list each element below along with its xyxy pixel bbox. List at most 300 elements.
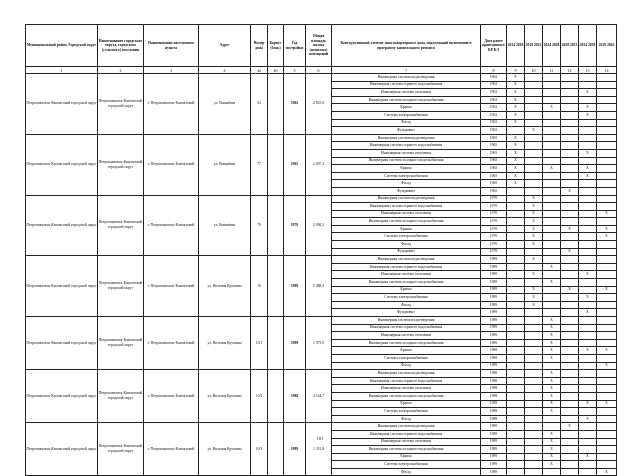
corpus-cell — [268, 317, 284, 370]
element-cell: Крыша — [332, 453, 481, 461]
element-cell: Инженерная система отопления — [332, 438, 481, 446]
period-mark-cell — [579, 461, 597, 469]
column-number: 7 — [332, 67, 481, 74]
column-number: 10 — [525, 67, 543, 74]
period-mark-cell — [597, 415, 617, 423]
element-cell: Инженерная система водоотведения — [332, 370, 481, 378]
build-year-cell: 1962 — [284, 74, 306, 135]
period-mark-cell: X — [597, 362, 617, 370]
period-mark-cell — [525, 104, 543, 112]
period-mark-cell — [579, 339, 597, 347]
period-mark-cell: X — [525, 203, 543, 211]
period-mark-cell — [597, 294, 617, 302]
period-mark-cell — [561, 446, 579, 454]
period-mark-cell — [525, 263, 543, 271]
period-mark-cell — [561, 309, 579, 317]
repair-date-cell: 1962 — [481, 127, 507, 135]
period-mark-cell — [597, 332, 617, 340]
repair-date-cell: 1989 — [481, 347, 507, 355]
period-mark-cell — [525, 248, 543, 256]
period-mark-cell — [579, 423, 597, 431]
period-mark-cell — [543, 248, 561, 256]
address-cell: ул. Виталия Кручины — [199, 256, 251, 317]
period-mark-cell: X — [579, 415, 597, 423]
period-mark-cell — [597, 127, 617, 135]
period-mark-cell — [561, 111, 579, 119]
column-header: Корпус (блок) — [268, 25, 284, 67]
period-mark-cell — [525, 362, 543, 370]
element-cell: Инженерная система водоотведения — [332, 74, 481, 82]
build-year-cell: 1965 — [284, 134, 306, 195]
period-mark-cell — [507, 453, 525, 461]
period-mark-cell — [561, 461, 579, 469]
period-mark-cell — [543, 233, 561, 241]
element-cell: Система электроснабжения — [332, 111, 481, 119]
period-mark-cell — [597, 195, 617, 203]
period-mark-cell: X — [507, 119, 525, 127]
repair-date-cell: 1988 — [481, 392, 507, 400]
period-mark-cell — [543, 256, 561, 264]
period-mark-cell — [561, 347, 579, 355]
period-mark-cell — [507, 400, 525, 408]
period-mark-cell — [561, 233, 579, 241]
period-mark-cell — [525, 81, 543, 89]
build-year-cell: 1989 — [284, 317, 306, 370]
period-mark-cell — [597, 142, 617, 150]
period-mark-cell: X — [579, 111, 597, 119]
column-header: Адрес — [199, 25, 251, 67]
period-mark-cell — [579, 233, 597, 241]
settlement-cell: Петропавловск-Камчатский городской округ — [98, 423, 144, 476]
period-mark-cell: X — [543, 438, 561, 446]
repair-date-cell: 1989 — [481, 294, 507, 302]
repair-date-cell: 1962 — [481, 104, 507, 112]
element-cell: Инженерная система холодного водоснабжения — [332, 392, 481, 400]
period-mark-cell — [543, 89, 561, 97]
period-mark-cell — [525, 468, 543, 476]
period-mark-cell: X — [597, 286, 617, 294]
period-mark-cell — [561, 195, 579, 203]
period-mark-cell — [525, 446, 543, 454]
period-mark-cell — [525, 408, 543, 416]
period-mark-cell — [561, 104, 579, 112]
period-mark-cell — [507, 317, 525, 325]
element-cell: Система электроснабжения — [332, 172, 481, 180]
period-mark-cell — [525, 279, 543, 287]
column-header: Конструктивный элемент многоквартирного дома, подлежащий включению в программу капитального ремонта — [332, 25, 481, 67]
table-row — [26, 317, 617, 325]
period-mark-cell: X — [579, 400, 597, 408]
period-mark-cell — [525, 187, 543, 195]
period-mark-cell — [543, 423, 561, 431]
period-mark-cell — [507, 301, 525, 309]
period-mark-cell: X — [543, 377, 561, 385]
period-mark-cell — [543, 309, 561, 317]
period-mark-cell — [507, 210, 525, 218]
table-row — [26, 423, 617, 431]
address-cell: ул. Виталия Кручины — [199, 370, 251, 423]
period-mark-cell — [525, 142, 543, 150]
element-cell: Фасад — [332, 362, 481, 370]
area-cell: 2 407,3 — [306, 134, 332, 195]
period-mark-cell — [507, 256, 525, 264]
period-mark-cell: X — [507, 74, 525, 82]
period-mark-cell — [543, 301, 561, 309]
period-mark-cell — [579, 119, 597, 127]
period-mark-cell — [543, 127, 561, 135]
build-year-cell: 1970 — [284, 195, 306, 256]
build-year-cell: 1989 — [284, 423, 306, 476]
period-mark-cell — [543, 74, 561, 82]
element-cell: Инженерная система холодного водоснабжения — [332, 279, 481, 287]
element-cell: Инженерная система водоотведения — [332, 317, 481, 325]
element-cell: Фасад — [332, 119, 481, 127]
period-mark-cell — [561, 408, 579, 416]
period-mark-cell — [543, 225, 561, 233]
element-cell: Крыша — [332, 286, 481, 294]
settlement-cell: Петропавловск-Камчатский городской округ — [98, 317, 144, 370]
settlement-cell: Петропавловск-Камчатский городской округ — [98, 134, 144, 195]
period-mark-cell — [597, 271, 617, 279]
repair-date-cell: 1965 — [481, 165, 507, 173]
period-mark-cell: X — [597, 225, 617, 233]
period-mark-cell: X — [525, 256, 543, 264]
period-mark-cell — [561, 385, 579, 393]
period-mark-cell — [561, 392, 579, 400]
locality-cell: г. Петропавловск-Камчатский — [144, 370, 199, 423]
period-mark-cell — [525, 309, 543, 317]
period-mark-cell — [507, 225, 525, 233]
period-mark-cell — [597, 377, 617, 385]
period-mark-cell — [543, 149, 561, 157]
period-mark-cell: X — [507, 165, 525, 173]
column-number: 4а — [251, 67, 268, 74]
repair-date-cell: 1965 — [481, 149, 507, 157]
area-cell: 1 331,8 — [306, 423, 332, 476]
district-cell: Петропавловск-Камчатский городской округ — [26, 134, 98, 195]
period-mark-cell: X — [525, 225, 543, 233]
element-cell: Крыша — [332, 400, 481, 408]
period-mark-cell — [561, 370, 579, 378]
period-mark-cell — [543, 468, 561, 476]
period-mark-cell — [597, 392, 617, 400]
period-mark-cell — [579, 81, 597, 89]
house-number-cell: 10/2 — [251, 370, 268, 423]
period-mark-cell — [507, 347, 525, 355]
table-row — [26, 74, 617, 82]
period-mark-cell — [507, 339, 525, 347]
period-mark-cell: X — [507, 96, 525, 104]
repair-date-cell: 1970 — [481, 210, 507, 218]
period-mark-cell — [507, 248, 525, 256]
repair-date-cell: 1970 — [481, 218, 507, 226]
repair-date-cell: 1988 — [481, 415, 507, 423]
period-mark-cell — [579, 370, 597, 378]
repair-date-cell: 1965 — [481, 180, 507, 188]
period-mark-cell — [507, 423, 525, 431]
column-number: 6 — [306, 67, 332, 74]
element-cell: Крыша — [332, 347, 481, 355]
settlement-cell: Петропавловск-Камчатский городской округ — [98, 195, 144, 256]
address-cell: ул. Вишнёвая — [199, 74, 251, 135]
document-sheet — [25, 24, 616, 476]
period-mark-cell — [561, 81, 579, 89]
repair-date-cell: 1962 — [481, 96, 507, 104]
period-mark-cell — [597, 241, 617, 249]
period-mark-cell — [543, 294, 561, 302]
period-mark-cell: X — [525, 210, 543, 218]
element-cell: Инженерная система холодного водоснабжения — [332, 96, 481, 104]
period-mark-cell — [579, 362, 597, 370]
period-mark-cell — [579, 187, 597, 195]
period-mark-cell — [561, 74, 579, 82]
period-mark-cell — [561, 218, 579, 226]
period-mark-cell — [579, 195, 597, 203]
repair-date-cell: 1988 — [481, 377, 507, 385]
period-mark-cell — [561, 157, 579, 165]
period-mark-cell: X — [597, 347, 617, 355]
table-row — [26, 256, 617, 264]
period-mark-cell — [579, 218, 597, 226]
period-mark-cell — [597, 74, 617, 82]
period-mark-cell — [561, 294, 579, 302]
area-cell: 2 030,5 — [306, 195, 332, 256]
house-number-cell: 77 — [251, 134, 268, 195]
element-cell: Система электроснабжения — [332, 461, 481, 469]
element-cell: Крыша — [332, 104, 481, 112]
period-mark-cell: X — [507, 149, 525, 157]
element-cell: Инженерная система холодного водоснабжения — [332, 157, 481, 165]
district-cell: Петропавловск-Камчатский городской округ — [26, 74, 98, 135]
period-mark-cell — [561, 271, 579, 279]
period-mark-cell — [507, 187, 525, 195]
period-mark-cell — [597, 111, 617, 119]
period-mark-cell: X — [543, 392, 561, 400]
column-header: 2014 2018 — [507, 25, 525, 67]
period-mark-cell — [579, 377, 597, 385]
element-cell: Крыша — [332, 225, 481, 233]
period-mark-cell — [525, 149, 543, 157]
column-number: 13 — [579, 67, 597, 74]
period-mark-cell — [597, 408, 617, 416]
period-mark-cell: X — [543, 400, 561, 408]
element-cell: Инженерная система горячего водоснабжения — [332, 203, 481, 211]
period-mark-cell — [507, 218, 525, 226]
period-mark-cell: X — [597, 400, 617, 408]
district-cell: Петропавловск-Камчатский городской округ — [26, 423, 98, 476]
table-body — [26, 74, 617, 476]
repair-date-cell: 1989 — [481, 446, 507, 454]
locality-cell: г. Петропавловск-Камчатский — [144, 256, 199, 317]
period-mark-cell — [543, 172, 561, 180]
period-mark-cell — [579, 225, 597, 233]
column-number: 12 — [561, 67, 579, 74]
period-mark-cell — [561, 453, 579, 461]
period-mark-cell — [525, 165, 543, 173]
period-mark-cell — [507, 195, 525, 203]
element-cell: Инженерная система горячего водоснабжения — [332, 324, 481, 332]
area-cell: 2 815,0 — [306, 74, 332, 135]
house-number-cell: 10/3 — [251, 423, 268, 476]
house-number-cell: 10 — [251, 256, 268, 317]
column-header: 2029 2033 — [561, 25, 579, 67]
period-mark-cell — [561, 119, 579, 127]
period-mark-cell: X — [525, 218, 543, 226]
locality-cell: г. Петропавловск-Камчатский — [144, 134, 199, 195]
period-mark-cell — [597, 301, 617, 309]
repair-date-cell: 1989 — [481, 438, 507, 446]
period-mark-cell — [579, 324, 597, 332]
element-cell: Инженерная система горячего водоснабжения — [332, 81, 481, 89]
house-number-cell: 79 — [251, 195, 268, 256]
period-mark-cell — [561, 142, 579, 150]
element-cell: Фундамент — [332, 187, 481, 195]
period-mark-cell — [561, 339, 579, 347]
period-mark-cell — [579, 279, 597, 287]
column-header: Наименование населенного пункта — [144, 25, 199, 67]
repair-date-cell: 1989 — [481, 354, 507, 362]
repair-date-cell: 1962 — [481, 111, 507, 119]
period-mark-cell: X — [525, 301, 543, 309]
period-mark-cell — [543, 241, 561, 249]
period-mark-cell: X — [507, 172, 525, 180]
column-header: 2039 2043 — [597, 25, 617, 67]
period-mark-cell — [579, 446, 597, 454]
repair-date-cell: 1989 — [481, 430, 507, 438]
period-mark-cell: X — [543, 332, 561, 340]
period-mark-cell — [597, 89, 617, 97]
period-mark-cell — [597, 157, 617, 165]
period-mark-cell — [507, 332, 525, 340]
period-mark-cell: X — [507, 111, 525, 119]
period-mark-cell: X — [561, 187, 579, 195]
column-number: 2 — [98, 67, 144, 74]
column-header: Наименование городского округа, городского (сельского) поселения — [98, 25, 144, 67]
period-mark-cell: X — [543, 263, 561, 271]
locality-cell: г. Петропавловск-Камчатский — [144, 195, 199, 256]
period-mark-cell — [525, 453, 543, 461]
element-cell: Фасад — [332, 468, 481, 476]
column-header: 2024 2028 — [543, 25, 561, 67]
period-mark-cell — [597, 81, 617, 89]
period-mark-cell — [525, 339, 543, 347]
period-mark-cell — [543, 362, 561, 370]
period-mark-cell — [579, 210, 597, 218]
period-mark-cell — [579, 408, 597, 416]
repair-date-cell: 1970 — [481, 195, 507, 203]
period-mark-cell — [579, 392, 597, 400]
period-mark-cell — [507, 271, 525, 279]
period-mark-cell: X — [579, 89, 597, 97]
column-header: Номер дома — [251, 25, 268, 67]
column-number: 1 — [26, 67, 98, 74]
district-cell: Петропавловск-Камчатский городской округ — [26, 370, 98, 423]
element-cell: Фасад — [332, 415, 481, 423]
repair-date-cell: 1989 — [481, 317, 507, 325]
period-mark-cell: X — [579, 309, 597, 317]
locality-cell: г. Петропавловск-Камчатский — [144, 74, 199, 135]
repair-date-cell: 1965 — [481, 134, 507, 142]
period-mark-cell — [561, 256, 579, 264]
period-mark-cell — [525, 370, 543, 378]
period-mark-cell — [507, 461, 525, 469]
repair-date-cell: 1989 — [481, 263, 507, 271]
element-cell: Фасад — [332, 180, 481, 188]
period-mark-cell — [543, 218, 561, 226]
element-cell: Инженерная система водоотведения — [332, 134, 481, 142]
period-mark-cell — [597, 256, 617, 264]
period-mark-cell — [579, 354, 597, 362]
locality-cell: г. Петропавловск-Камчатский — [144, 317, 199, 370]
period-mark-cell — [579, 157, 597, 165]
column-header: Муниципальный район, Городской округ — [26, 25, 98, 67]
period-mark-cell — [525, 461, 543, 469]
period-mark-cell — [561, 210, 579, 218]
period-mark-cell — [507, 377, 525, 385]
period-mark-cell — [525, 347, 543, 355]
element-cell: Фундамент — [332, 127, 481, 135]
repair-date-cell: 1962 — [481, 74, 507, 82]
period-mark-cell — [579, 134, 597, 142]
corpus-cell — [268, 134, 284, 195]
period-mark-cell — [507, 362, 525, 370]
period-mark-cell — [561, 468, 579, 476]
period-mark-cell — [543, 210, 561, 218]
column-number: 4 — [199, 67, 251, 74]
period-mark-cell: X — [507, 81, 525, 89]
period-mark-cell — [579, 256, 597, 264]
repair-date-cell: 1989 — [481, 271, 507, 279]
period-mark-cell: X — [543, 385, 561, 393]
period-mark-cell — [507, 203, 525, 211]
period-mark-cell — [525, 392, 543, 400]
repair-date-cell: 1989 — [481, 332, 507, 340]
period-mark-cell — [597, 317, 617, 325]
element-cell: Фундамент — [332, 248, 481, 256]
period-mark-cell — [507, 309, 525, 317]
element-cell: Система электроснабжения — [332, 354, 481, 362]
repair-date-cell: 1962 — [481, 119, 507, 127]
period-mark-cell: X — [579, 294, 597, 302]
district-cell: Петропавловск-Камчатский городской округ — [26, 195, 98, 256]
repair-date-cell: 1989 — [481, 324, 507, 332]
period-mark-cell: X — [525, 127, 543, 135]
period-mark-cell — [525, 317, 543, 325]
repair-date-cell: 1965 — [481, 172, 507, 180]
period-mark-cell — [597, 165, 617, 173]
period-mark-cell: X — [525, 241, 543, 249]
period-mark-cell — [507, 408, 525, 416]
period-mark-cell — [561, 362, 579, 370]
period-mark-cell — [561, 180, 579, 188]
period-mark-cell: X — [597, 210, 617, 218]
period-mark-cell — [597, 187, 617, 195]
period-mark-cell: X — [543, 461, 561, 469]
period-mark-cell — [597, 324, 617, 332]
period-mark-cell — [597, 134, 617, 142]
period-mark-cell: X — [543, 430, 561, 438]
period-mark-cell — [579, 317, 597, 325]
period-mark-cell: X — [525, 294, 543, 302]
period-mark-cell — [525, 96, 543, 104]
period-mark-cell — [507, 354, 525, 362]
period-mark-cell — [579, 468, 597, 476]
element-cell: Система электроснабжения — [332, 233, 481, 241]
column-header: Дата ранее проведенного КР КЭ — [481, 25, 507, 67]
column-header: Общая площадь жилых (нежилых) помещений — [306, 25, 332, 67]
period-mark-cell — [525, 423, 543, 431]
house-number-cell: 10/1 — [251, 317, 268, 370]
